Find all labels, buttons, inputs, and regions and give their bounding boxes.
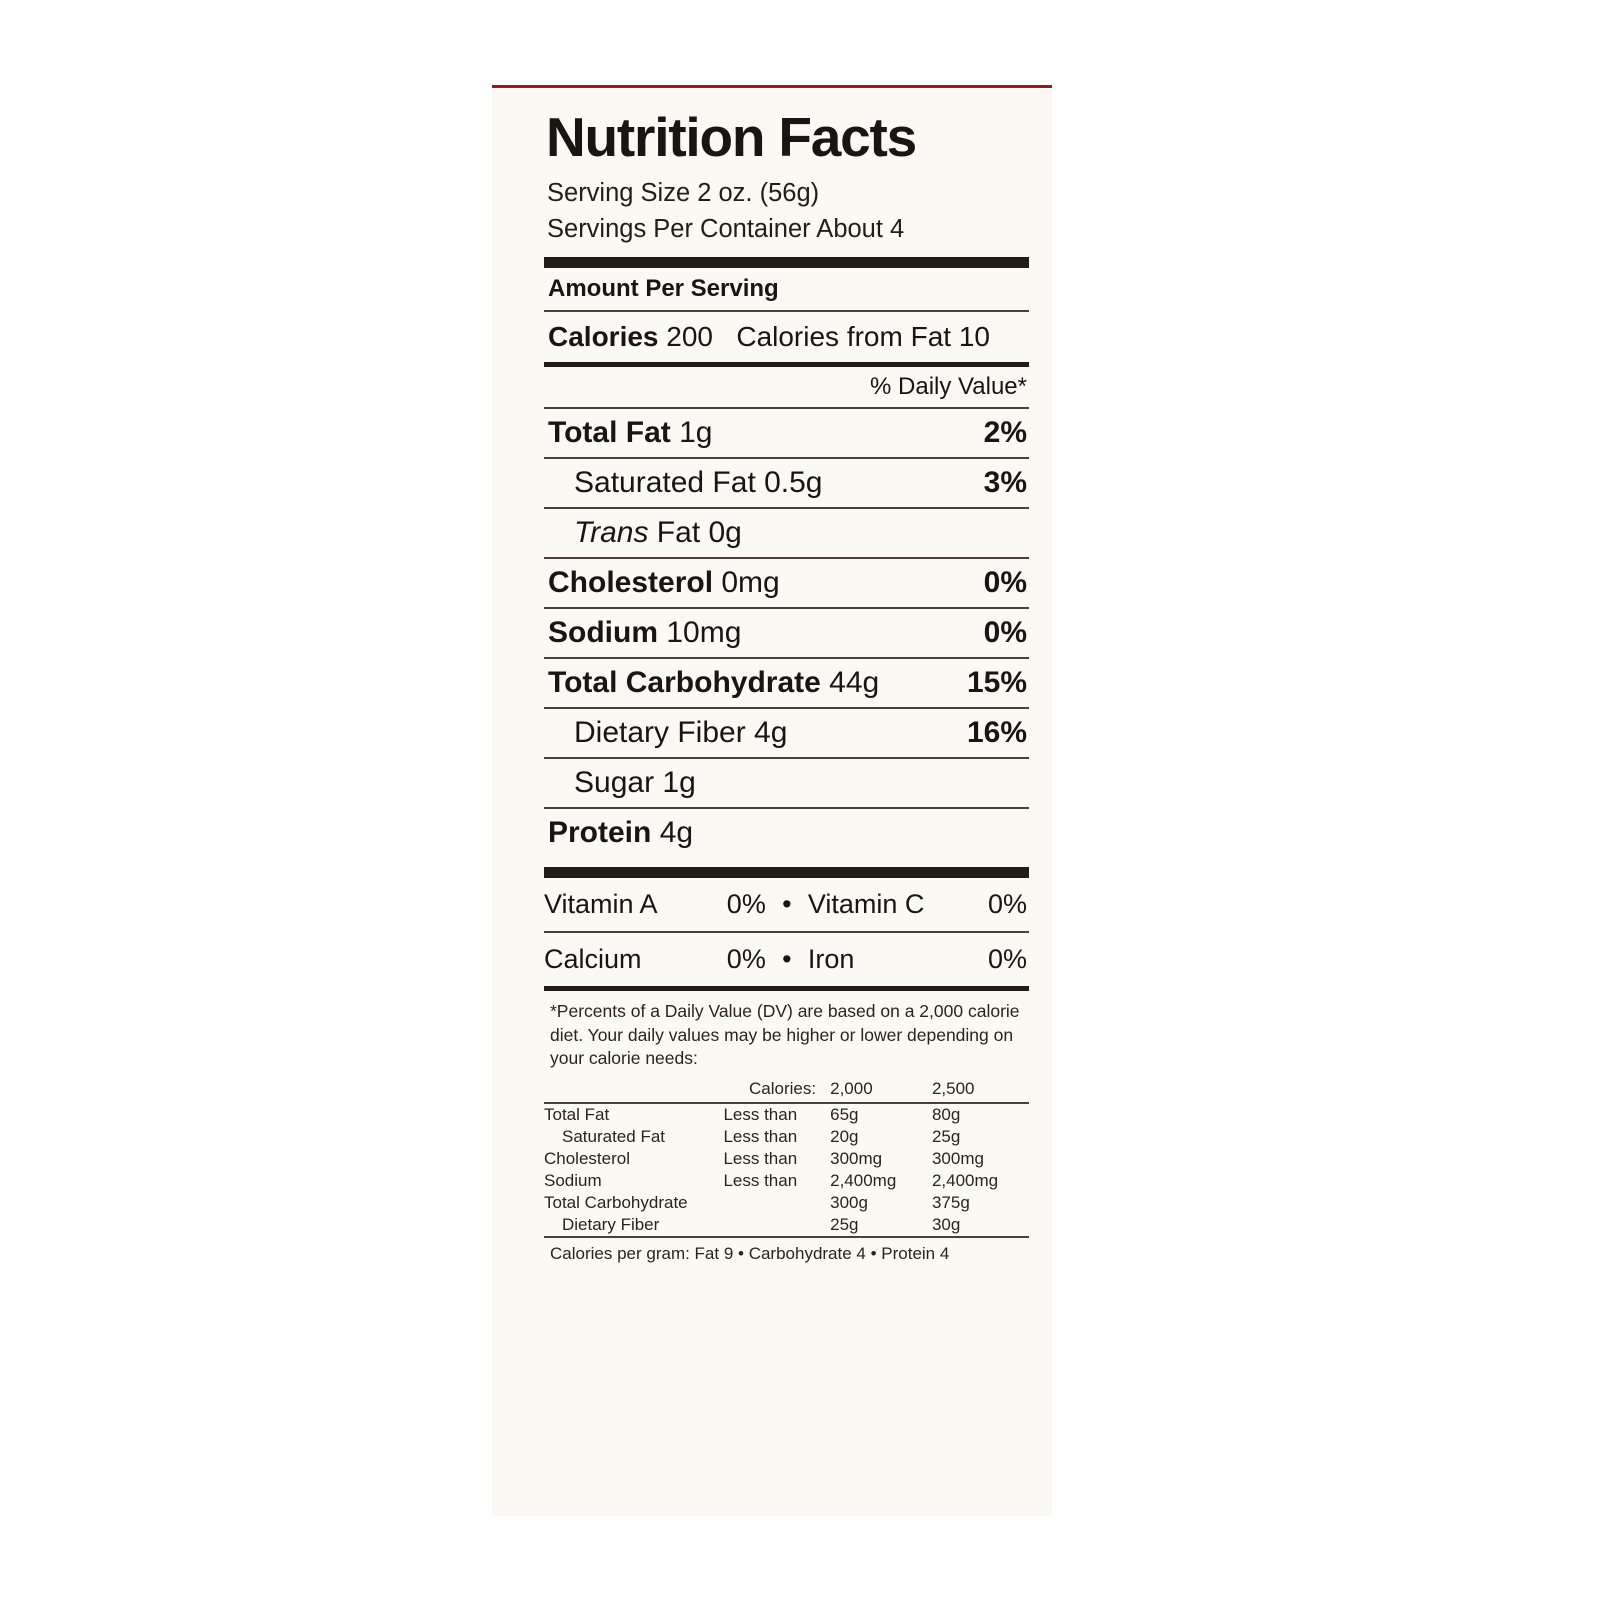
dv-label-total-fat: Total Fat xyxy=(544,1104,610,1124)
table-row xyxy=(544,1148,1029,1170)
calcium-label: Calcium xyxy=(544,944,642,975)
dv-2000-saturated-fat: 20g xyxy=(830,1126,859,1146)
dv-2500-sodium: 2,400mg xyxy=(931,1170,999,1190)
serving-size-text: Serving Size 2 oz. (56g) xyxy=(547,179,820,207)
dv-2000-total-carbohydrate: 300g xyxy=(830,1192,868,1212)
nutrient-name-protein: Protein 4g xyxy=(548,816,694,850)
nutrient-row-sugar xyxy=(544,759,1029,807)
dv-2000-total-fat: 65g xyxy=(830,1104,859,1124)
dv-2500-dietary-fiber: 30g xyxy=(931,1214,961,1234)
calories-value: 200 xyxy=(666,321,713,353)
servings-per-container-text: Servings Per Container About 4 xyxy=(547,215,905,244)
dv-less-total-carbohydrate xyxy=(723,1192,830,1214)
table-row xyxy=(544,1126,1029,1148)
dv-less-cholesterol: Less than xyxy=(723,1148,798,1168)
vitamin-a-cell xyxy=(544,889,776,920)
nutrient-pct-sodium: 0% xyxy=(983,616,1027,650)
dv-2500-cholesterol: 300mg xyxy=(931,1148,984,1168)
nutrient-pct-total-carbohydrate: 15% xyxy=(966,666,1027,700)
dv-2000-dietary-fiber: 25g xyxy=(830,1214,859,1234)
nutrient-name-total-fat: Total Fat 1g xyxy=(548,416,713,450)
nutrient-row-protein xyxy=(544,809,1029,857)
vitamin-c-label: Vitamin C xyxy=(807,889,925,920)
calcium-cell xyxy=(544,944,776,975)
page-title: Nutrition Facts xyxy=(546,106,917,168)
nutrition-facts-label xyxy=(492,88,1052,1516)
dv-2000-cholesterol: 300mg xyxy=(830,1148,883,1168)
vitamin-row-2 xyxy=(544,933,1029,986)
nutrient-name-total-carbohydrate: Total Carbohydrate 44g xyxy=(548,666,880,700)
calories-label: Calories xyxy=(548,321,659,353)
dv-less-total-fat: Less than xyxy=(723,1104,798,1124)
dv-less-saturated-fat: Less than xyxy=(723,1126,798,1146)
table-row xyxy=(544,1192,1029,1214)
iron-cell xyxy=(798,944,1027,975)
vitamin-c-cell xyxy=(798,889,1027,920)
vitamin-separator-dot-2: • xyxy=(782,944,792,975)
dv-label-dietary-fiber: Dietary Fiber xyxy=(562,1214,660,1234)
daily-value-reference-table xyxy=(544,1078,1029,1236)
vitamin-a-pct: 0% xyxy=(726,889,766,920)
nutrient-row-total-carbohydrate xyxy=(544,659,1029,707)
dv-label-saturated-fat: Saturated Fat xyxy=(562,1126,666,1146)
nutrient-name-cholesterol: Cholesterol 0mg xyxy=(548,566,780,600)
dv-2500-total-carbohydrate: 375g xyxy=(931,1192,970,1212)
nutrient-row-total-fat xyxy=(544,409,1029,457)
dv-label-cholesterol: Cholesterol xyxy=(544,1148,630,1168)
nutrient-name-saturated-fat: Saturated Fat 0.5g xyxy=(574,466,823,500)
nutrient-pct-saturated-fat: 3% xyxy=(983,466,1027,500)
divider-thick-bottom xyxy=(544,867,1029,878)
nutrient-row-trans-fat xyxy=(544,509,1029,557)
nutrient-row-dietary-fiber xyxy=(544,709,1029,757)
nutrient-name-trans-fat: Trans Fat 0g xyxy=(574,516,742,550)
dv-head-2000: 2,000 xyxy=(830,1078,873,1098)
dv-2500-total-fat: 80g xyxy=(931,1104,961,1124)
table-row xyxy=(544,1170,1029,1192)
iron-label: Iron xyxy=(807,944,855,975)
dv-head-2500: 2,500 xyxy=(931,1078,975,1098)
table-row-header xyxy=(544,1078,1029,1102)
dv-less-sodium: Less than xyxy=(723,1170,798,1190)
nutrient-pct-cholesterol: 0% xyxy=(983,566,1027,600)
divider-thick-top xyxy=(544,257,1029,268)
dv-2000-sodium: 2,400mg xyxy=(830,1170,897,1190)
vitamin-separator-dot-1: • xyxy=(782,889,792,920)
dv-label-sodium: Sodium xyxy=(544,1170,602,1190)
dv-less-dietary-fiber xyxy=(723,1214,830,1236)
nutrient-row-cholesterol xyxy=(544,559,1029,607)
calories-row xyxy=(544,312,1029,362)
dv-2500-saturated-fat: 25g xyxy=(931,1126,961,1146)
nutrient-pct-dietary-fiber: 16% xyxy=(966,716,1027,750)
vitamin-row-1 xyxy=(544,878,1029,931)
nutrient-name-dietary-fiber: Dietary Fiber 4g xyxy=(574,716,788,750)
dv-head-calories: Calories: xyxy=(749,1078,817,1098)
calcium-pct: 0% xyxy=(726,944,766,975)
daily-value-footnote: *Percents of a Daily Value (DV) are based on a 2,000 calorie diet. Your daily values may be higher or lower depending on your calorie needs: xyxy=(550,1001,1020,1068)
nutrient-pct-total-fat: 2% xyxy=(983,416,1027,450)
amount-per-serving-label: Amount Per Serving xyxy=(548,275,779,303)
iron-pct: 0% xyxy=(987,944,1027,975)
dv-head-blank xyxy=(544,1078,723,1102)
nutrient-row-sodium xyxy=(544,609,1029,657)
nutrient-name-sugar: Sugar 1g xyxy=(574,766,696,800)
daily-value-header: % Daily Value* xyxy=(870,373,1027,401)
vitamin-c-pct: 0% xyxy=(987,889,1027,920)
vitamin-a-label: Vitamin A xyxy=(544,889,658,920)
nutrient-row-saturated-fat xyxy=(544,459,1029,507)
calories-from-fat: Calories from Fat 10 xyxy=(736,321,990,353)
table-row xyxy=(544,1104,1029,1126)
nutrient-name-sodium: Sodium 10mg xyxy=(548,616,742,650)
dv-label-total-carbohydrate: Total Carbohydrate xyxy=(544,1192,688,1212)
table-row xyxy=(544,1214,1029,1236)
calories-per-gram-note: Calories per gram: Fat 9 • Carbohydrate 4 • Protein 4 xyxy=(550,1243,950,1263)
